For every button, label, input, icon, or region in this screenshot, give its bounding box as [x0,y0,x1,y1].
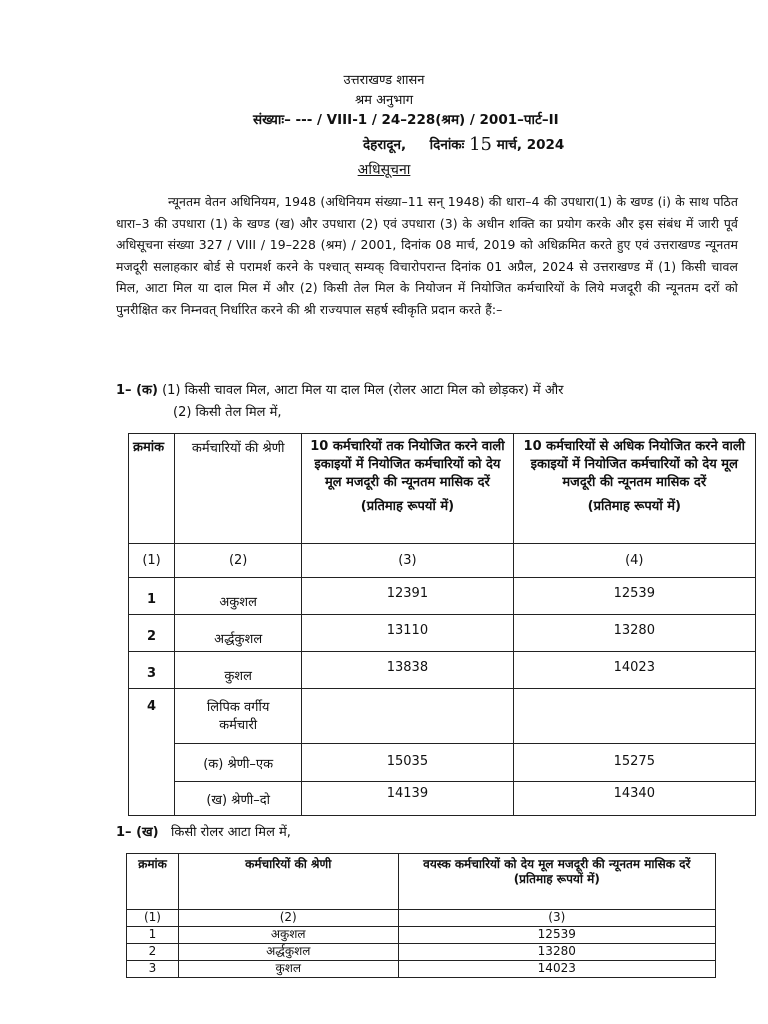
table-row [129,689,756,744]
header-above10: 10 कर्मचारियों से अधिक नियोजित करने वाली इकाइयों में नियोजित कर्मचारियों को देय मूल मजदूरी की न्यूनतम मासिक दरें (प्रतिमाह रूपयों में) [513,434,755,544]
row-upto10: 14139 [302,782,513,816]
row-category: कुशल [178,961,398,978]
handwritten-date-day: 15 [469,134,493,155]
section-1b-text: किसी रोलर आटा मिल में, [171,825,291,840]
row-upto10: 12391 [302,578,513,615]
government-heading: उत्तराखण्ड शासन [343,73,425,88]
row-upto10: 15035 [302,744,513,782]
header-category: कर्मचारियों की श्रेणी [175,434,302,544]
column-number: (2) [175,544,302,578]
row-category: कुशल [175,652,302,689]
table-row [129,782,756,816]
date-month-year: मार्च, 2024 [496,137,565,153]
row-above10: 14023 [513,652,755,689]
row-subcategory: (क) श्रेणी–एक [175,744,302,782]
section-1a-first-item [116,380,563,398]
department-heading: श्रम अनुभाग [354,93,414,108]
row-serial: 1 [129,578,175,615]
row-serial: 1 [127,927,179,944]
column-number: (2) [178,910,398,927]
row-above10: 12539 [513,578,755,615]
header-unit: (प्रतिमाह रूपयों में) [360,499,455,514]
wage-table-roller-flour-mill [126,853,716,978]
header-serial: क्रमांक [129,434,175,544]
table-row [127,927,716,944]
row-above10: 14340 [513,782,755,816]
date-line [363,133,564,154]
reference-blank: --- [295,112,313,128]
section-1a-item1: (1) किसी चावल मिल, आटा मिल या दाल मिल (रोलर आटा मिल को छोड़कर) में और [162,383,564,398]
section-1b-heading [116,822,291,840]
row-category: अकुशल [175,578,302,615]
row-serial: 2 [129,615,175,652]
notification-title: अधिसूचना [357,162,411,178]
header-wage: वयस्क कर्मचारियों को देय मूल मजदूरी की न्यूनतम मासिक दरें (प्रतिमाह रूपयों में) [398,854,715,910]
table-row [129,615,756,652]
date-label: दिनांकः [429,137,465,153]
row-serial: 2 [127,944,179,961]
row-upto10: 13838 [302,652,513,689]
reference-prefix: संख्याः– [253,112,291,128]
table-row [127,944,716,961]
row-serial: 4 [129,689,175,744]
table-row [129,652,756,689]
row-category: अकुशल [178,927,398,944]
column-number: (1) [129,544,175,578]
row-category: लिपिक वर्गीय कर्मचारी [175,689,302,744]
header-serial: क्रमांक [127,854,179,910]
section-1a-number: 1– (क) [116,383,158,398]
column-number: (3) [398,910,715,927]
row-wage: 14023 [398,961,715,978]
row-category: अर्द्धकुशल [178,944,398,961]
column-number: (1) [127,910,179,927]
row-upto10: 13110 [302,615,513,652]
table-row [129,578,756,615]
header-unit: (प्रतिमाह रूपयों में) [587,499,681,514]
wage-table-rice-flour-oil-mills [128,433,756,816]
row-above10: 13280 [513,615,755,652]
section-1b-number: 1– (ख) [116,825,159,840]
row-serial: 3 [127,961,179,978]
table-row [127,961,716,978]
header-category: कर्मचारियों की श्रेणी [178,854,398,910]
reference-number: / VIII-1 / 24–228(श्रम) / 2001–पार्ट–II [317,112,559,128]
row-serial: 3 [129,652,175,689]
column-number: (4) [513,544,755,578]
header-unit: (प्रतिमाह रूपयों में) [513,872,600,886]
place: देहरादून, [363,137,407,153]
row-above10: 15275 [513,744,755,782]
header-upto10: 10 कर्मचारियों तक नियोजित करने वाली इकाइयों में नियोजित कर्मचारियों को देय मूल मजदूरी की न्यूनतम मासिक दरें (प्रतिमाह रूपयों में) [302,434,513,544]
row-wage: 12539 [398,927,715,944]
column-number: (3) [302,544,513,578]
table-row [129,744,756,782]
reference-line [253,110,559,128]
row-wage: 13280 [398,944,715,961]
row-category: अर्द्धकुशल [175,615,302,652]
section-1a-item2: (2) किसी तेल मिल में, [173,405,282,420]
row-subcategory: (ख) श्रेणी–दो [175,782,302,816]
body-paragraph: न्यूनतम वेतन अधिनियम, 1948 (अधिनियम संख्या–11 सन् 1948) की धारा–4 की उपधारा(1) के खण्ड (i) के साथ पठित धारा–3 की उपधारा (1) के खण्ड (ख) और उपधारा (2) एवं उपधारा (3) के अधीन शक्ति का प्रयोग करके और इस संबंध में जारी पूर्व अधिसूचना संख्या 327 / VIII / 19–228 (श्रम) / 2001, दिनांक 08 मार्च, 2019 को अधिक्रमित करते हुए एवं उत्तराखण्ड न्यूनतम मजदूरी सलाहकार बोर्ड से परामर्श करने के पश्चात् सम्यक् विचारोपरान्त दिनांक 01 अप्रैल, 2024 से उत्तराखण्ड में (1) किसी चावल मिल, आटा मिल या दाल मिल में और (2) किसी तेल मिल के नियोजन में नियोजित कर्मचारियों के लिये मजदूरी की न्यूनतम दरों को पुनरीक्षित कर निम्नवत् निर्धारित करने की श्री राज्यपाल सहर्ष स्वीकृति प्रदान करते हैं:– [116,194,738,317]
